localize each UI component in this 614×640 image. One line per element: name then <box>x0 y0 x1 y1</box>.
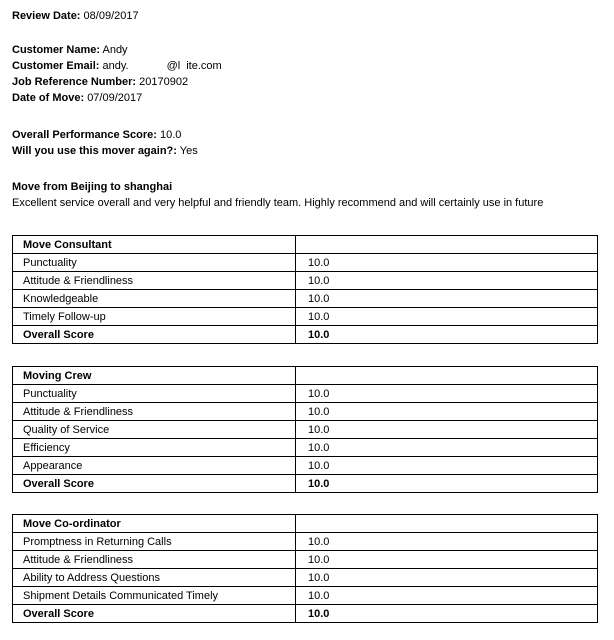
overall-score-label: Overall Score <box>13 475 296 493</box>
section-title: Move Co-ordinator <box>13 515 296 533</box>
overall-score-row <box>13 605 598 623</box>
overall-score-value: 10.0 <box>296 475 598 493</box>
moving-crew-table <box>12 366 598 493</box>
row-score: 10.0 <box>296 272 598 290</box>
customer-email-label: Customer Email: <box>12 60 100 72</box>
row-score: 10.0 <box>296 457 598 475</box>
overall-score-label: Overall Score <box>13 605 296 623</box>
table-header-row <box>13 515 598 533</box>
redaction-mark <box>129 60 167 72</box>
table-row <box>13 439 598 457</box>
table-row <box>13 385 598 403</box>
table-row <box>13 551 598 569</box>
row-score: 10.0 <box>296 254 598 272</box>
row-score: 10.0 <box>296 439 598 457</box>
row-label: Ability to Address Questions <box>13 569 296 587</box>
table-header-row <box>13 367 598 385</box>
row-score: 10.0 <box>296 569 598 587</box>
table-row <box>13 290 598 308</box>
table-row <box>13 421 598 439</box>
use-again-label: Will you use this mover again?: <box>12 145 177 157</box>
comment-title: Move from Beijing to shanghai <box>12 181 173 193</box>
overall-score-value: 10.0 <box>296 605 598 623</box>
customer-email-end: ite.com <box>186 60 222 72</box>
table-row <box>13 403 598 421</box>
row-label: Attitude & Friendliness <box>13 272 296 290</box>
customer-name <box>12 43 128 57</box>
customer-email-start: andy. <box>102 60 129 72</box>
overall-performance <box>12 128 181 142</box>
overall-performance-label: Overall Performance Score: <box>12 129 157 141</box>
table-row <box>13 457 598 475</box>
row-score: 10.0 <box>296 551 598 569</box>
job-reference-label: Job Reference Number: <box>12 76 137 88</box>
row-score: 10.0 <box>296 308 598 326</box>
table-row <box>13 272 598 290</box>
row-label: Shipment Details Communicated Timely <box>13 587 296 605</box>
section-title: Moving Crew <box>13 367 296 385</box>
table-header-row <box>13 236 598 254</box>
use-again <box>12 144 198 158</box>
row-score: 10.0 <box>296 421 598 439</box>
move-coordinator-table <box>12 514 598 623</box>
overall-score-value: 10.0 <box>296 326 598 344</box>
overall-score-row <box>13 475 598 493</box>
table-row <box>13 569 598 587</box>
overall-performance-value: 10.0 <box>159 129 182 141</box>
row-score: 10.0 <box>296 587 598 605</box>
row-score: 10.0 <box>296 533 598 551</box>
row-label: Promptness in Returning Calls <box>13 533 296 551</box>
review-date-label: Review Date: <box>12 10 81 22</box>
customer-name-value: Andy <box>102 44 128 56</box>
job-reference <box>12 75 188 89</box>
overall-score-row <box>13 326 598 344</box>
row-label: Quality of Service <box>13 421 296 439</box>
row-label: Timely Follow-up <box>13 308 296 326</box>
row-score: 10.0 <box>296 290 598 308</box>
review-date <box>12 9 139 23</box>
row-label: Punctuality <box>13 385 296 403</box>
move-date <box>12 91 142 105</box>
table-row <box>13 533 598 551</box>
move-consultant-table <box>12 235 598 344</box>
review-date-value: 08/09/2017 <box>83 10 139 22</box>
move-date-value: 07/09/2017 <box>87 92 143 104</box>
row-label: Punctuality <box>13 254 296 272</box>
row-label: Efficiency <box>13 439 296 457</box>
job-reference-value: 20170902 <box>139 76 189 88</box>
row-label: Appearance <box>13 457 296 475</box>
customer-name-label: Customer Name: <box>12 44 101 56</box>
row-label: Attitude & Friendliness <box>13 551 296 569</box>
use-again-value: Yes <box>179 145 198 157</box>
row-score: 10.0 <box>296 403 598 421</box>
row-label: Knowledgeable <box>13 290 296 308</box>
row-label: Attitude & Friendliness <box>13 403 296 421</box>
overall-score-label: Overall Score <box>13 326 296 344</box>
customer-email-mid: @l <box>166 60 181 72</box>
comment-text: Excellent service overall and very helpful and friendly team. Highly recommend and will certainly use in future <box>12 197 544 209</box>
move-date-label: Date of Move: <box>12 92 85 104</box>
table-row <box>13 587 598 605</box>
section-title: Move Consultant <box>13 236 296 254</box>
customer-email <box>12 59 222 73</box>
table-row <box>13 308 598 326</box>
row-score: 10.0 <box>296 385 598 403</box>
table-row <box>13 254 598 272</box>
